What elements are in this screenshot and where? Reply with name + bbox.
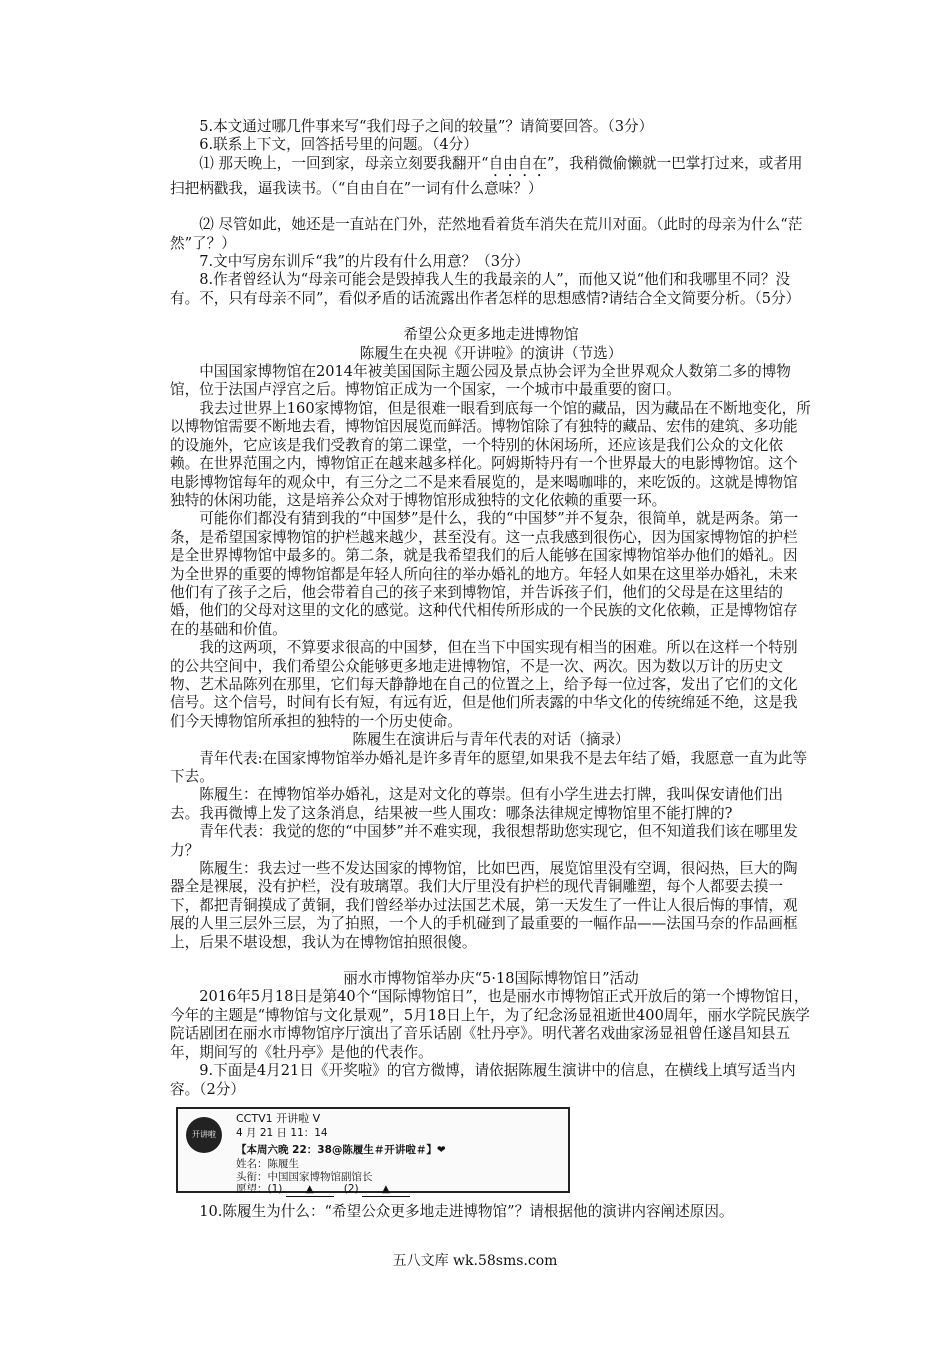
dialogue-title: 陈履生在演讲后与青年代表的对话（摘录） [352, 731, 630, 749]
weibo-time: 4 月 21 日 11：14 [236, 1126, 328, 1139]
q6-1-text-a: ⑴ 那天晚上，一回到家，母亲立刻要我翻开“ [199, 154, 489, 172]
speech-paragraph-3: 可能你们都没有猜到我的“中国梦”是什么，我的“中国梦”并不复杂，很简单，就是两条。第一条，是希望国家博物馆的护栏越来越少，甚至没有。这一点我感到很伤心，因为国家博物馆的护栏是全世界博物馆中最多的。第二条，就是我希望我们的后人能够在国家博物馆举办他们的婚礼。因为全世界的重要的博物馆都是年轻人所向往的举办婚礼的地方。年轻人如果在这里举办婚礼，未来他们有了孩子之后，他会带着自己的孩子来到博物馆，并告诉孩子们，他们的父母是在这里结的婚，他们的父母对这里的文化的感觉。这种代代相传所形成的一个民族的文化依赖，正是博物馆存在的基础和价值。 [170, 510, 799, 638]
question-6-part-1 [170, 155, 812, 198]
dialogue-line: 陈履生：我去过一些不发达国家的博物馆，比如巴西，展览馆里没有空调，很闷热，巨大的陶器全是裸展，没有护栏，没有玻璃罩。我们大厅里没有护栏的现代青铜雕塑，每个人都要去摸一下，都把青铜摸成了黄铜，我们曾经举办过法国艺术展，第一天发生了一件让人很后悔的事情，观展的人里三层外三层，为了拍照，一个人的手机碰到了最重要的一幅作品——法国马奈的作品画框上，后果不堪设想，我认为在博物馆拍照很傻。 [170, 860, 798, 951]
event-paragraph: 2016年5月18日是第40个“国际博物馆日”，也是丽水市博物馆正式开放后的第一个博物馆日，今年的主题是“博物馆与文化景观”，5月18日上午，为了纪念汤显祖逝世400周年，丽水学院民族学院话剧团在丽水市博物馆序厅演出了音乐话剧《牡丹亭》。明代著名戏曲家汤显祖曾任遂昌知县五年，期间写的《牡丹亭》是他的代表作。 [170, 988, 810, 1061]
wish-label: 愿望： [236, 1182, 268, 1195]
weibo-wish [236, 1183, 410, 1197]
wish-2-blank[interactable]: ▲ [362, 1183, 410, 1197]
footer-watermark: 五八文库 wk.58sms.com [392, 1253, 558, 1269]
question-8: 8.作者曾经认为“母亲可能会是毁掉我人生的我最亲的人”，而他又说“他们和我哪里不同？没有。不，只有母亲不同”，看似矛盾的话流露出作者怎样的思想感情?请结合全文简要分析。（5分） [170, 271, 801, 307]
question-5: 5.本文通过哪几件事来写“我们母子之间的较量”？请简要回答。（3分） [199, 118, 654, 135]
question-7: 7.文中写房东训斥“我”的片段有什么用意？（3分） [199, 253, 530, 271]
weibo-avatar: 开讲啦 [186, 1117, 222, 1153]
weibo-account: CCTV1 开讲啦 V [236, 1111, 321, 1125]
document-body [170, 118, 812, 1221]
wish-1-blank[interactable]: ▲ [286, 1183, 334, 1197]
weibo-screenshot [176, 1107, 570, 1193]
q6-1-text-b: ”，我稍微偷懒就一巴掌打过来，或者用扫把柄戳我，逼我读书。（“自由自在”一词有什么意味？） [170, 154, 803, 197]
weibo-name: 姓名：陈履生 [236, 1157, 299, 1170]
speech-title: 希望公众更多地走进博物馆 [403, 326, 579, 344]
question-10: 10.陈履生为什么：“希望公众更多地走进博物馆”？请根据他的演讲内容阐述原因。 [199, 1202, 734, 1220]
speech-paragraph-4: 我的这两项，不算要求很高的中国梦，但在当下中国实现有相当的困难。所以在这样一个特别的公共空间中，我们希望公众能够更多地走进博物馆，不是一次、两次。因为数以万计的历史文物、艺术品陈列在那里，它们每天静静地在自己的位置之上，给予每一位过客，发出了它们的文化信号。这个信号，时间有长有短，有远有近，但是他们所表露的中华文化的传统绵延不绝，这是我们今天博物馆所承担的独特的一个历史使命。 [170, 639, 798, 730]
dialogue-line: 陈履生：在博物馆举办婚礼，这是对文化的尊崇。但有小学生进去打牌，我叫保安请他们出去。我再微博上发了这条消息，结果被一些人围攻：哪条法律规定博物馆里不能打牌的? [170, 786, 783, 822]
dialogue-line: 青年代表：我觉的您的“中国梦”并不难实现，我很想帮助您实现它，但不知道我们该在哪里发力？ [170, 823, 798, 859]
question-9: 9.下面是4月21日《开奖啦》的官方微博，请依据陈履生演讲中的信息，在横线上填写适当内容。（2分） [170, 1062, 796, 1098]
speech-paragraph-1: 中国国家博物馆在2014年被美国国际主题公园及景点协会评为全世界观众人数第二多的博物馆，位于法国卢浮宫之后。博物馆正成为一个国家，一个城市中最重要的窗口。 [170, 363, 791, 399]
q6-1-emphasis: 自由自在 [488, 154, 547, 172]
question-6-part-2: ⑵ 尽管如此，她还是一直站在门外，茫然地看着货车消失在荒川对面。（此时的母亲为什么“茫然”了？） [170, 216, 803, 252]
wish-2-label: (2) [343, 1182, 359, 1195]
dialogue-line: 青年代表:在国家博物馆举办婚礼是许多青年的愿望,如果我不是去年结了婚，我愿意一直为此等下去。 [170, 749, 808, 785]
event-title: 丽水市博物馆举办庆“5·18国际博物馆日”活动 [343, 970, 639, 988]
weibo-title: 头衔：中国国家博物馆副馆长 [236, 1170, 373, 1183]
weibo-tag: 【本周六晚 22：38@陈履生＃开讲啦＃】❤ [236, 1143, 446, 1156]
speech-subtitle: 陈履生在央视《开讲啦》的演讲（节选） [359, 344, 623, 362]
wish-1-label: (1) [267, 1182, 283, 1195]
speech-paragraph-2: 我去过世界上160家博物馆，但是很难一眼看到底每一个馆的藏品，因为藏品在不断地变化，所以博物馆需要不断地去看，博物馆因展览而鲜活。博物馆除了有独特的藏品、宏伟的建筑、多功能的设施外，它应该是我们受教育的第二课堂，一个特别的休闲场所，还应该是我们公众的文化依赖。在世界范围之内，博物馆正在越来越多样化。阿姆斯特丹有一个世界最大的电影博物馆。这个电影博物馆每年的观众中，有三分之二不是来看展览的，是来喝咖啡的，来吃饭的。这就是博物馆独特的休闲功能，这是培养公众对于博物馆形成独特的文化依赖的重要一环。 [170, 399, 811, 509]
question-6: 6.联系上下文，回答括号里的问题。（4分） [199, 136, 478, 154]
